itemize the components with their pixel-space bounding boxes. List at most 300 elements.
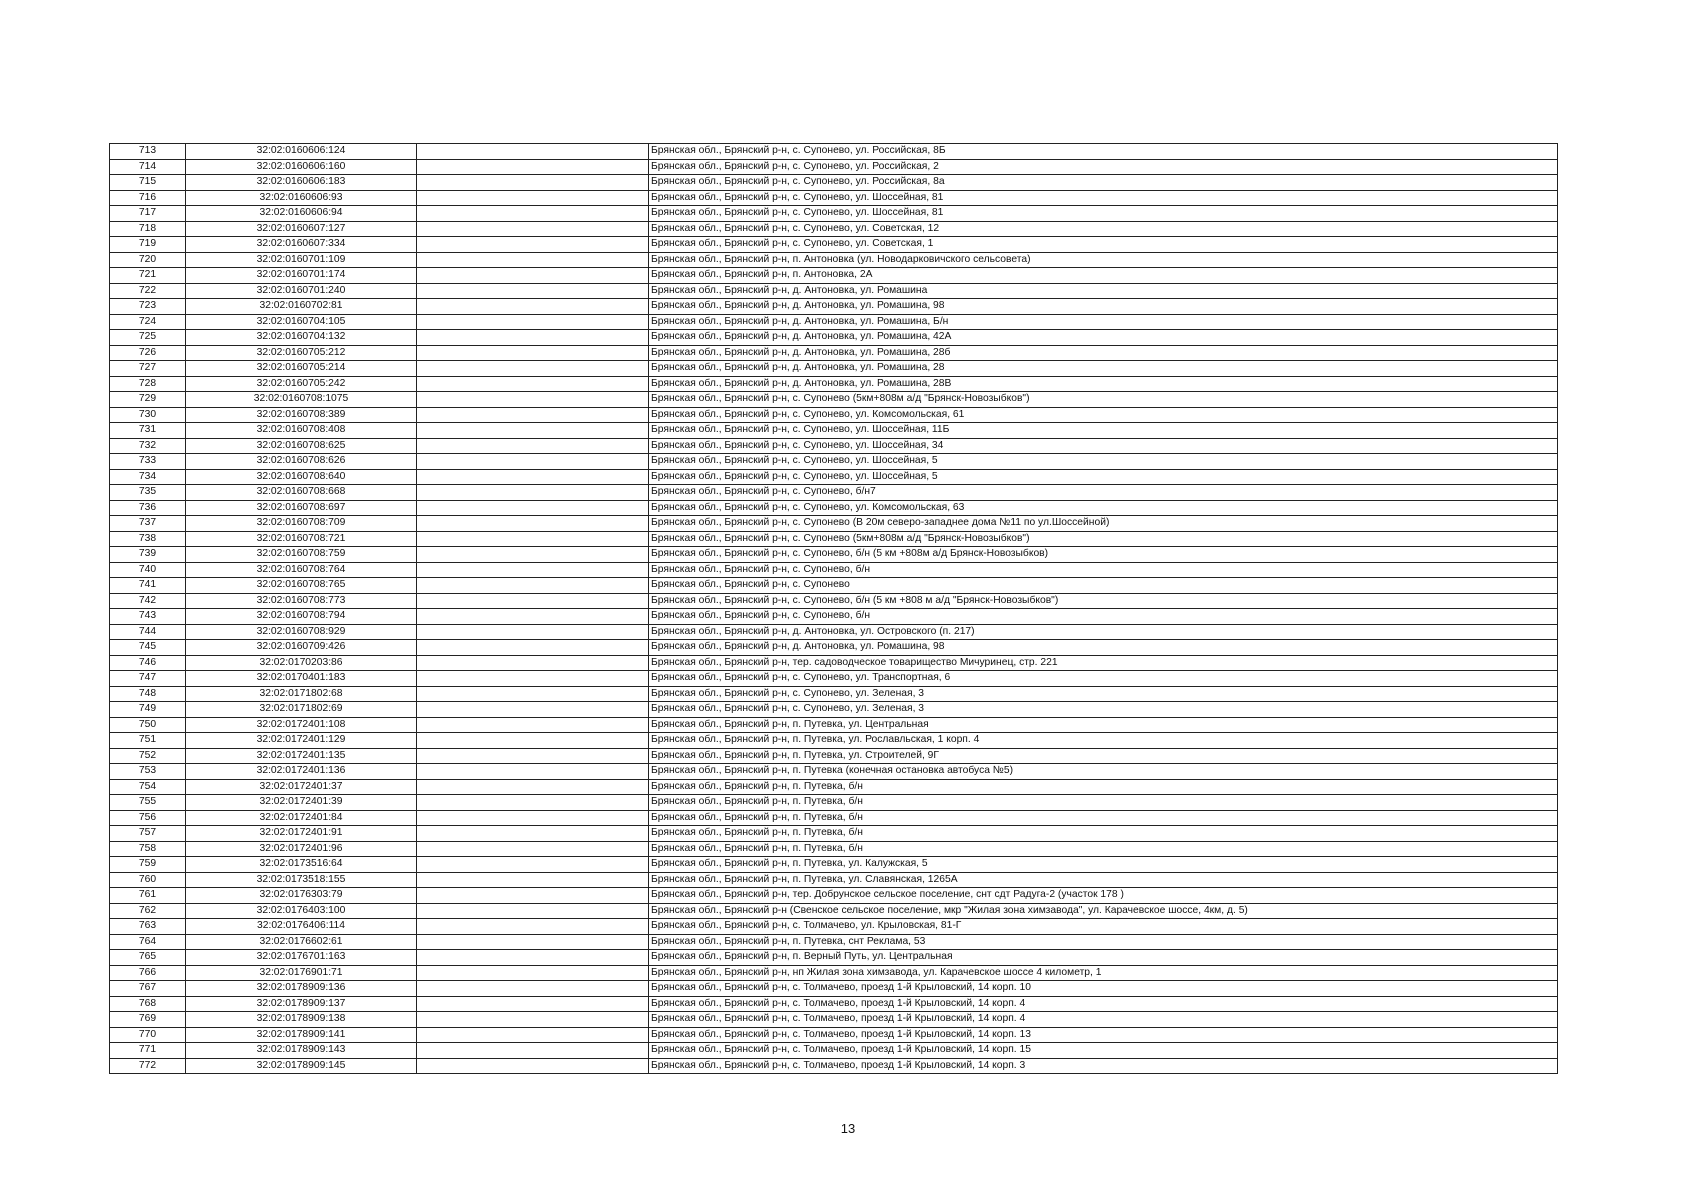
cadastral-number-cell: 32:02:0173516:64 (186, 857, 417, 873)
row-number-cell: 714 (110, 159, 186, 175)
empty-cell (417, 516, 649, 532)
row-number-cell: 719 (110, 237, 186, 253)
address-cell: Брянская обл., Брянский р-н, с. Супонево, ул. Шоссейная, 81 (649, 190, 1558, 206)
table-row (110, 221, 1558, 237)
cadastral-number-cell: 32:02:0176901:71 (186, 965, 417, 981)
empty-cell (417, 1012, 649, 1028)
empty-cell (417, 159, 649, 175)
empty-cell (417, 795, 649, 811)
address-cell: Брянская обл., Брянский р-н, с. Толмачево, проезд 1-й Крыловский, 14 корп. 15 (649, 1043, 1558, 1059)
empty-cell (417, 919, 649, 935)
cadastral-number-cell: 32:02:0178909:137 (186, 996, 417, 1012)
address-cell: Брянская обл., Брянский р-н, с. Супонево, ул. Советская, 1 (649, 237, 1558, 253)
address-cell: Брянская обл., Брянский р-н, п. Антоновка, 2А (649, 268, 1558, 284)
row-number-cell: 739 (110, 547, 186, 563)
table-row (110, 826, 1558, 842)
address-cell: Брянская обл., Брянский р-н, д. Антоновка, ул. Ромашина (649, 283, 1558, 299)
table-row (110, 702, 1558, 718)
address-cell: Брянская обл., Брянский р-н, тер. Добрунское сельское поселение, снт сдт Радуга-2 (участок 178 ) (649, 888, 1558, 904)
row-number-cell: 762 (110, 903, 186, 919)
row-number-cell: 740 (110, 562, 186, 578)
empty-cell (417, 206, 649, 222)
row-number-cell: 713 (110, 144, 186, 160)
address-cell: Брянская обл., Брянский р-н, п. Путевка, б/н (649, 826, 1558, 842)
address-cell: Брянская обл., Брянский р-н, с. Супонево, ул. Российская, 2 (649, 159, 1558, 175)
cadastral-number-cell: 32:02:0160709:426 (186, 640, 417, 656)
empty-cell (417, 857, 649, 873)
cadastral-number-cell: 32:02:0172401:91 (186, 826, 417, 842)
table-row (110, 795, 1558, 811)
cadastral-number-cell: 32:02:0160705:212 (186, 345, 417, 361)
empty-cell (417, 252, 649, 268)
cadastral-number-cell: 32:02:0170401:183 (186, 671, 417, 687)
address-cell: Брянская обл., Брянский р-н, тер. садоводческое товарищество Мичуринец, стр. 221 (649, 655, 1558, 671)
table-row (110, 686, 1558, 702)
cadastral-number-cell: 32:02:0160708:721 (186, 531, 417, 547)
empty-cell (417, 407, 649, 423)
address-cell: Брянская обл., Брянский р-н, с. Супонево, ул. Комсомольская, 61 (649, 407, 1558, 423)
empty-cell (417, 965, 649, 981)
table-row (110, 1027, 1558, 1043)
cadastral-number-cell: 32:02:0173518:155 (186, 872, 417, 888)
empty-cell (417, 190, 649, 206)
row-number-cell: 755 (110, 795, 186, 811)
address-cell: Брянская обл., Брянский р-н, п. Путевка, б/н (649, 779, 1558, 795)
empty-cell (417, 888, 649, 904)
cadastral-number-cell: 32:02:0178909:145 (186, 1058, 417, 1074)
cadastral-table (109, 143, 1558, 1074)
cadastral-number-cell: 32:02:0172401:84 (186, 810, 417, 826)
row-number-cell: 756 (110, 810, 186, 826)
empty-cell (417, 283, 649, 299)
table-row (110, 562, 1558, 578)
row-number-cell: 715 (110, 175, 186, 191)
row-number-cell: 730 (110, 407, 186, 423)
empty-cell (417, 841, 649, 857)
table-row (110, 857, 1558, 873)
address-cell: Брянская обл., Брянский р-н, п. Путевка, ул. Славянская, 1265А (649, 872, 1558, 888)
row-number-cell: 726 (110, 345, 186, 361)
cadastral-number-cell: 32:02:0172401:108 (186, 717, 417, 733)
empty-cell (417, 485, 649, 501)
empty-cell (417, 454, 649, 470)
cadastral-number-cell: 32:02:0178909:143 (186, 1043, 417, 1059)
empty-cell (417, 733, 649, 749)
table-row (110, 423, 1558, 439)
table-row (110, 516, 1558, 532)
address-cell: Брянская обл., Брянский р-н, с. Супонево (В 20м северо-западнее дома №11 по ул.Шоссейной) (649, 516, 1558, 532)
address-cell: Брянская обл., Брянский р-н, д. Антоновка, ул. Ромашина, 98 (649, 299, 1558, 315)
cadastral-number-cell: 32:02:0160708:709 (186, 516, 417, 532)
row-number-cell: 727 (110, 361, 186, 377)
row-number-cell: 735 (110, 485, 186, 501)
empty-cell (417, 593, 649, 609)
empty-cell (417, 624, 649, 640)
empty-cell (417, 1058, 649, 1074)
empty-cell (417, 268, 649, 284)
empty-cell (417, 748, 649, 764)
row-number-cell: 734 (110, 469, 186, 485)
row-number-cell: 752 (110, 748, 186, 764)
cadastral-number-cell: 32:02:0160702:81 (186, 299, 417, 315)
cadastral-number-cell: 32:02:0160708:764 (186, 562, 417, 578)
table-row (110, 841, 1558, 857)
row-number-cell: 760 (110, 872, 186, 888)
table-row (110, 872, 1558, 888)
row-number-cell: 749 (110, 702, 186, 718)
empty-cell (417, 547, 649, 563)
table-row (110, 175, 1558, 191)
table-row (110, 965, 1558, 981)
cadastral-number-cell: 32:02:0176406:114 (186, 919, 417, 935)
address-cell: Брянская обл., Брянский р-н, д. Антоновка, ул. Ромашина, 28б (649, 345, 1558, 361)
empty-cell (417, 578, 649, 594)
table-row (110, 159, 1558, 175)
empty-cell (417, 299, 649, 315)
cadastral-number-cell: 32:02:0172401:39 (186, 795, 417, 811)
page-number: 13 (840, 1121, 856, 1136)
cadastral-number-cell: 32:02:0160607:334 (186, 237, 417, 253)
address-cell: Брянская обл., Брянский р-н, с. Супонево, ул. Транспортная, 6 (649, 671, 1558, 687)
row-number-cell: 738 (110, 531, 186, 547)
cadastral-number-cell: 32:02:0160708:408 (186, 423, 417, 439)
address-cell: Брянская обл., Брянский р-н, д. Антоновка, ул. Ромашина, 42А (649, 330, 1558, 346)
row-number-cell: 721 (110, 268, 186, 284)
table-row (110, 547, 1558, 563)
row-number-cell: 753 (110, 764, 186, 780)
table-row (110, 376, 1558, 392)
address-cell: Брянская обл., Брянский р-н, с. Толмачево, проезд 1-й Крыловский, 14 корп. 4 (649, 996, 1558, 1012)
table-row (110, 888, 1558, 904)
row-number-cell: 736 (110, 500, 186, 516)
cadastral-number-cell: 32:02:0160708:929 (186, 624, 417, 640)
empty-cell (417, 609, 649, 625)
address-cell: Брянская обл., Брянский р-н, с. Супонево, б/н (5 км +808м а/д Брянск-Новозыбков) (649, 547, 1558, 563)
row-number-cell: 758 (110, 841, 186, 857)
empty-cell (417, 640, 649, 656)
empty-cell (417, 562, 649, 578)
address-cell: Брянская обл., Брянский р-н, д. Антоновка, ул. Ромашина, 28 (649, 361, 1558, 377)
cadastral-number-cell: 32:02:0171802:69 (186, 702, 417, 718)
table-row (110, 144, 1558, 160)
row-number-cell: 742 (110, 593, 186, 609)
empty-cell (417, 779, 649, 795)
empty-cell (417, 996, 649, 1012)
row-number-cell: 733 (110, 454, 186, 470)
cadastral-number-cell: 32:02:0160708:626 (186, 454, 417, 470)
row-number-cell: 720 (110, 252, 186, 268)
row-number-cell: 766 (110, 965, 186, 981)
address-cell: Брянская обл., Брянский р-н, д. Антоновка, ул. Ромашина, Б/н (649, 314, 1558, 330)
address-cell: Брянская обл., Брянский р-н, с. Супонево, ул. Российская, 8Б (649, 144, 1558, 160)
row-number-cell: 725 (110, 330, 186, 346)
address-cell: Брянская обл., Брянский р-н, с. Супонево (5км+808м а/д "Брянск-Новозыбков") (649, 392, 1558, 408)
cadastral-number-cell: 32:02:0176602:61 (186, 934, 417, 950)
row-number-cell: 737 (110, 516, 186, 532)
empty-cell (417, 826, 649, 842)
row-number-cell: 754 (110, 779, 186, 795)
address-cell: Брянская обл., Брянский р-н, нп Жилая зона химзавода, ул. Карачевское шоссе 4 километр, 1 (649, 965, 1558, 981)
address-cell: Брянская обл., Брянский р-н, с. Супонево, ул. Шоссейная, 81 (649, 206, 1558, 222)
empty-cell (417, 469, 649, 485)
address-cell: Брянская обл., Брянский р-н, п. Путевка, ул. Калужская, 5 (649, 857, 1558, 873)
address-cell: Брянская обл., Брянский р-н, с. Супонево, б/н (5 км +808 м а/д "Брянск-Новозыбков") (649, 593, 1558, 609)
address-cell: Брянская обл., Брянский р-н, с. Супонево, ул. Советская, 12 (649, 221, 1558, 237)
table-row (110, 981, 1558, 997)
table-row (110, 1058, 1558, 1074)
cadastral-number-cell: 32:02:0160606:160 (186, 159, 417, 175)
cadastral-number-cell: 32:02:0160708:640 (186, 469, 417, 485)
row-number-cell: 772 (110, 1058, 186, 1074)
cadastral-number-cell: 32:02:0170203:86 (186, 655, 417, 671)
row-number-cell: 718 (110, 221, 186, 237)
row-number-cell: 746 (110, 655, 186, 671)
table-row (110, 578, 1558, 594)
empty-cell (417, 934, 649, 950)
address-cell: Брянская обл., Брянский р-н, п. Путевка, б/н (649, 795, 1558, 811)
cadastral-number-cell: 32:02:0171802:68 (186, 686, 417, 702)
address-cell: Брянская обл., Брянский р-н, д. Антоновка, ул. Ромашина, 98 (649, 640, 1558, 656)
row-number-cell: 759 (110, 857, 186, 873)
empty-cell (417, 717, 649, 733)
table-row (110, 407, 1558, 423)
cadastral-number-cell: 32:02:0160704:105 (186, 314, 417, 330)
table-row (110, 640, 1558, 656)
cadastral-number-cell: 32:02:0160606:94 (186, 206, 417, 222)
empty-cell (417, 655, 649, 671)
row-number-cell: 747 (110, 671, 186, 687)
table-row (110, 252, 1558, 268)
table-row (110, 361, 1558, 377)
cadastral-number-cell: 32:02:0172401:129 (186, 733, 417, 749)
address-cell: Брянская обл., Брянский р-н, с. Супонево (649, 578, 1558, 594)
table-row (110, 671, 1558, 687)
empty-cell (417, 361, 649, 377)
row-number-cell: 767 (110, 981, 186, 997)
row-number-cell: 750 (110, 717, 186, 733)
cadastral-number-cell: 32:02:0160708:389 (186, 407, 417, 423)
row-number-cell: 731 (110, 423, 186, 439)
table-row (110, 283, 1558, 299)
address-cell: Брянская обл., Брянский р-н, с. Супонево, ул. Шоссейная, 34 (649, 438, 1558, 454)
table-row (110, 950, 1558, 966)
address-cell: Брянская обл., Брянский р-н, с. Супонево, б/н (649, 562, 1558, 578)
table-row (110, 237, 1558, 253)
empty-cell (417, 376, 649, 392)
address-cell: Брянская обл., Брянский р-н, с. Супонево, б/н7 (649, 485, 1558, 501)
empty-cell (417, 392, 649, 408)
row-number-cell: 771 (110, 1043, 186, 1059)
empty-cell (417, 314, 649, 330)
address-cell: Брянская обл., Брянский р-н, с. Супонево, ул. Зеленая, 3 (649, 702, 1558, 718)
table-row (110, 206, 1558, 222)
address-cell: Брянская обл., Брянский р-н, с. Толмачево, проезд 1-й Крыловский, 14 корп. 4 (649, 1012, 1558, 1028)
row-number-cell: 763 (110, 919, 186, 935)
address-cell: Брянская обл., Брянский р-н, п. Путевка (конечная остановка автобуса №5) (649, 764, 1558, 780)
empty-cell (417, 221, 649, 237)
cadastral-number-cell: 32:02:0172401:96 (186, 841, 417, 857)
empty-cell (417, 872, 649, 888)
table-row (110, 1043, 1558, 1059)
address-cell: Брянская обл., Брянский р-н, с. Супонево, ул. Шоссейная, 11Б (649, 423, 1558, 439)
empty-cell (417, 702, 649, 718)
table-row (110, 764, 1558, 780)
empty-cell (417, 981, 649, 997)
cadastral-number-cell: 32:02:0172401:135 (186, 748, 417, 764)
row-number-cell: 770 (110, 1027, 186, 1043)
table-row (110, 469, 1558, 485)
empty-cell (417, 500, 649, 516)
cadastral-number-cell: 32:02:0160708:1075 (186, 392, 417, 408)
row-number-cell: 716 (110, 190, 186, 206)
address-cell: Брянская обл., Брянский р-н, п. Путевка, б/н (649, 841, 1558, 857)
cadastral-number-cell: 32:02:0160704:132 (186, 330, 417, 346)
row-number-cell: 765 (110, 950, 186, 966)
cadastral-number-cell: 32:02:0160708:765 (186, 578, 417, 594)
cadastral-number-cell: 32:02:0160701:109 (186, 252, 417, 268)
cadastral-number-cell: 32:02:0178909:136 (186, 981, 417, 997)
address-cell: Брянская обл., Брянский р-н, п. Путевка, ул. Центральная (649, 717, 1558, 733)
empty-cell (417, 144, 649, 160)
address-cell: Брянская обл., Брянский р-н, с. Супонево, ул. Комсомольская, 63 (649, 500, 1558, 516)
row-number-cell: 732 (110, 438, 186, 454)
cadastral-number-cell: 32:02:0160708:773 (186, 593, 417, 609)
table-row (110, 531, 1558, 547)
cadastral-number-cell: 32:02:0160705:214 (186, 361, 417, 377)
address-cell: Брянская обл., Брянский р-н, п. Путевка, снт Реклама, 53 (649, 934, 1558, 950)
row-number-cell: 728 (110, 376, 186, 392)
table-row (110, 485, 1558, 501)
address-cell: Брянская обл., Брянский р-н, с. Толмачево, проезд 1-й Крыловский, 14 корп. 3 (649, 1058, 1558, 1074)
row-number-cell: 751 (110, 733, 186, 749)
table-row (110, 717, 1558, 733)
empty-cell (417, 810, 649, 826)
row-number-cell: 729 (110, 392, 186, 408)
table-row (110, 314, 1558, 330)
cadastral-number-cell: 32:02:0160708:794 (186, 609, 417, 625)
cadastral-number-cell: 32:02:0178909:141 (186, 1027, 417, 1043)
table-row (110, 779, 1558, 795)
cadastral-number-cell: 32:02:0160701:240 (186, 283, 417, 299)
cadastral-number-cell: 32:02:0176403:100 (186, 903, 417, 919)
table-row (110, 1012, 1558, 1028)
empty-cell (417, 345, 649, 361)
cadastral-number-cell: 32:02:0160606:93 (186, 190, 417, 206)
row-number-cell: 761 (110, 888, 186, 904)
row-number-cell: 724 (110, 314, 186, 330)
table-row (110, 593, 1558, 609)
table-row (110, 438, 1558, 454)
cadastral-number-cell: 32:02:0160708:697 (186, 500, 417, 516)
cadastral-number-cell: 32:02:0178909:138 (186, 1012, 417, 1028)
address-cell: Брянская обл., Брянский р-н, с. Толмачево, проезд 1-й Крыловский, 14 корп. 13 (649, 1027, 1558, 1043)
table-row (110, 996, 1558, 1012)
row-number-cell: 717 (110, 206, 186, 222)
table-row (110, 190, 1558, 206)
cadastral-number-cell: 32:02:0160705:242 (186, 376, 417, 392)
address-cell: Брянская обл., Брянский р-н (Свенское сельское поселение, мкр "Жилая зона химзавода", ул. Карачевское шоссе, 4км, д. 5) (649, 903, 1558, 919)
empty-cell (417, 175, 649, 191)
empty-cell (417, 671, 649, 687)
address-cell: Брянская обл., Брянский р-н, п. Верный Путь, ул. Центральная (649, 950, 1558, 966)
empty-cell (417, 1043, 649, 1059)
cadastral-number-cell: 32:02:0172401:136 (186, 764, 417, 780)
address-cell: Брянская обл., Брянский р-н, п. Путевка, б/н (649, 810, 1558, 826)
empty-cell (417, 438, 649, 454)
row-number-cell: 768 (110, 996, 186, 1012)
empty-cell (417, 950, 649, 966)
table-row (110, 609, 1558, 625)
table-row (110, 624, 1558, 640)
address-cell: Брянская обл., Брянский р-н, с. Супонево, ул. Российская, 8а (649, 175, 1558, 191)
cadastral-number-cell: 32:02:0176303:79 (186, 888, 417, 904)
address-cell: Брянская обл., Брянский р-н, п. Путевка, ул. Строителей, 9Г (649, 748, 1558, 764)
table-row (110, 299, 1558, 315)
cadastral-number-cell: 32:02:0176701:163 (186, 950, 417, 966)
row-number-cell: 722 (110, 283, 186, 299)
empty-cell (417, 764, 649, 780)
address-cell: Брянская обл., Брянский р-н, д. Антоновка, ул. Островского (п. 217) (649, 624, 1558, 640)
table-row (110, 748, 1558, 764)
row-number-cell: 757 (110, 826, 186, 842)
table-row (110, 655, 1558, 671)
table-row (110, 810, 1558, 826)
address-cell: Брянская обл., Брянский р-н, д. Антоновка, ул. Ромашина, 28В (649, 376, 1558, 392)
row-number-cell: 741 (110, 578, 186, 594)
table-row (110, 500, 1558, 516)
address-cell: Брянская обл., Брянский р-н, п. Путевка, ул. Рославльская, 1 корп. 4 (649, 733, 1558, 749)
address-cell: Брянская обл., Брянский р-н, с. Супонево, ул. Шоссейная, 5 (649, 469, 1558, 485)
row-number-cell: 748 (110, 686, 186, 702)
empty-cell (417, 330, 649, 346)
address-cell: Брянская обл., Брянский р-н, с. Супонево, б/н (649, 609, 1558, 625)
address-cell: Брянская обл., Брянский р-н, с. Супонево (5км+808м а/д "Брянск-Новозыбков") (649, 531, 1558, 547)
cadastral-number-cell: 32:02:0172401:37 (186, 779, 417, 795)
address-cell: Брянская обл., Брянский р-н, с. Толмачево, ул. Крыловская, 81-Г (649, 919, 1558, 935)
address-cell: Брянская обл., Брянский р-н, с. Супонево, ул. Зеленая, 3 (649, 686, 1558, 702)
cadastral-number-cell: 32:02:0160708:759 (186, 547, 417, 563)
cadastral-number-cell: 32:02:0160708:625 (186, 438, 417, 454)
row-number-cell: 744 (110, 624, 186, 640)
empty-cell (417, 903, 649, 919)
row-number-cell: 764 (110, 934, 186, 950)
row-number-cell: 745 (110, 640, 186, 656)
empty-cell (417, 686, 649, 702)
empty-cell (417, 1027, 649, 1043)
empty-cell (417, 531, 649, 547)
table-row (110, 330, 1558, 346)
row-number-cell: 743 (110, 609, 186, 625)
empty-cell (417, 423, 649, 439)
cadastral-number-cell: 32:02:0160708:668 (186, 485, 417, 501)
row-number-cell: 769 (110, 1012, 186, 1028)
row-number-cell: 723 (110, 299, 186, 315)
address-cell: Брянская обл., Брянский р-н, с. Супонево, ул. Шоссейная, 5 (649, 454, 1558, 470)
cadastral-number-cell: 32:02:0160607:127 (186, 221, 417, 237)
cadastral-number-cell: 32:02:0160606:124 (186, 144, 417, 160)
table-row (110, 934, 1558, 950)
table-row (110, 919, 1558, 935)
address-cell: Брянская обл., Брянский р-н, п. Антоновка (ул. Новодарковичского сельсовета) (649, 252, 1558, 268)
cadastral-number-cell: 32:02:0160606:183 (186, 175, 417, 191)
table-row (110, 268, 1558, 284)
empty-cell (417, 237, 649, 253)
table-row (110, 454, 1558, 470)
table-body (110, 144, 1558, 1074)
table-row (110, 733, 1558, 749)
table-row (110, 392, 1558, 408)
table-row (110, 345, 1558, 361)
